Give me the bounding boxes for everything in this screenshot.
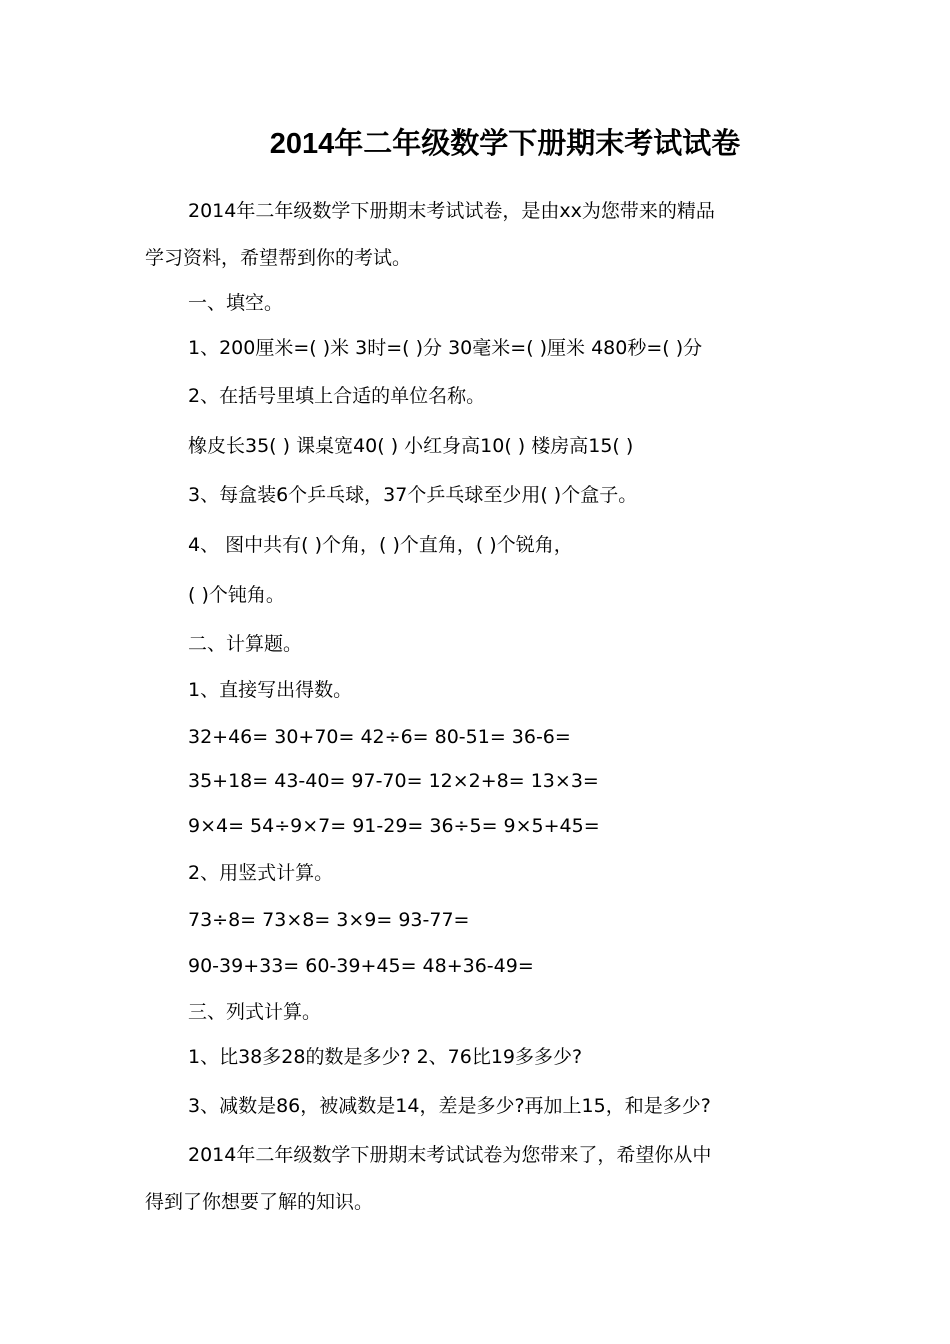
section-heading-fill-blank: 一、填空。: [188, 292, 284, 314]
vertical-calc-row-1: 73÷8= 73×8= 3×9= 93-77=: [188, 909, 470, 931]
question-3-3: 3、减数是86，被减数是14，差是多少?再加上15，和是多少?: [188, 1095, 711, 1117]
calc-row-1: 32+46= 30+70= 42÷6= 80-51= 36-6=: [188, 726, 571, 748]
question-1-4: 4、 图中共有( )个角，( )个直角，( )个锐角，: [188, 534, 573, 556]
question-3-1-2: 1、比38多28的数是多少? 2、76比19多多少?: [188, 1046, 583, 1068]
calc-row-2: 35+18= 43-40= 97-70= 12×2+8= 13×3=: [188, 770, 599, 792]
question-1-2: 2、在括号里填上合适的单位名称。: [188, 385, 486, 407]
question-2-2: 2、用竖式计算。: [188, 862, 334, 884]
question-1-4-continued: ( )个钝角。: [188, 584, 285, 606]
intro-paragraph-line-2: 学习资料，希望帮到你的考试。: [145, 247, 412, 269]
question-2-1: 1、直接写出得数。: [188, 679, 353, 701]
closing-paragraph-line-1: 2014年二年级数学下册期末考试试卷为您带来了，希望你从中: [188, 1144, 712, 1166]
vertical-calc-row-2: 90-39+33= 60-39+45= 48+36-49=: [188, 955, 534, 977]
section-heading-word-problems: 三、列式计算。: [188, 1001, 322, 1023]
question-1-1: 1、200厘米=( )米 3时=( )分 30毫米=( )厘米 480秒=( )分: [188, 337, 703, 359]
closing-paragraph-line-2: 得到了你想要了解的知识。: [145, 1191, 374, 1213]
document-title: 2014年二年级数学下册期末考试试卷: [269, 128, 741, 160]
section-heading-calculation: 二、计算题。: [188, 633, 303, 655]
calc-row-3: 9×4= 54÷9×7= 91-29= 36÷5= 9×5+45=: [188, 815, 600, 837]
question-1-2-items: 橡皮长35( ) 课桌宽40( ) 小红身高10( ) 楼房高15( ): [188, 435, 634, 457]
question-1-3: 3、每盒装6个乒乓球，37个乒乓球至少用( )个盒子。: [188, 484, 638, 506]
intro-paragraph-line-1: 2014年二年级数学下册期末考试试卷，是由xx为您带来的精品: [188, 200, 715, 222]
